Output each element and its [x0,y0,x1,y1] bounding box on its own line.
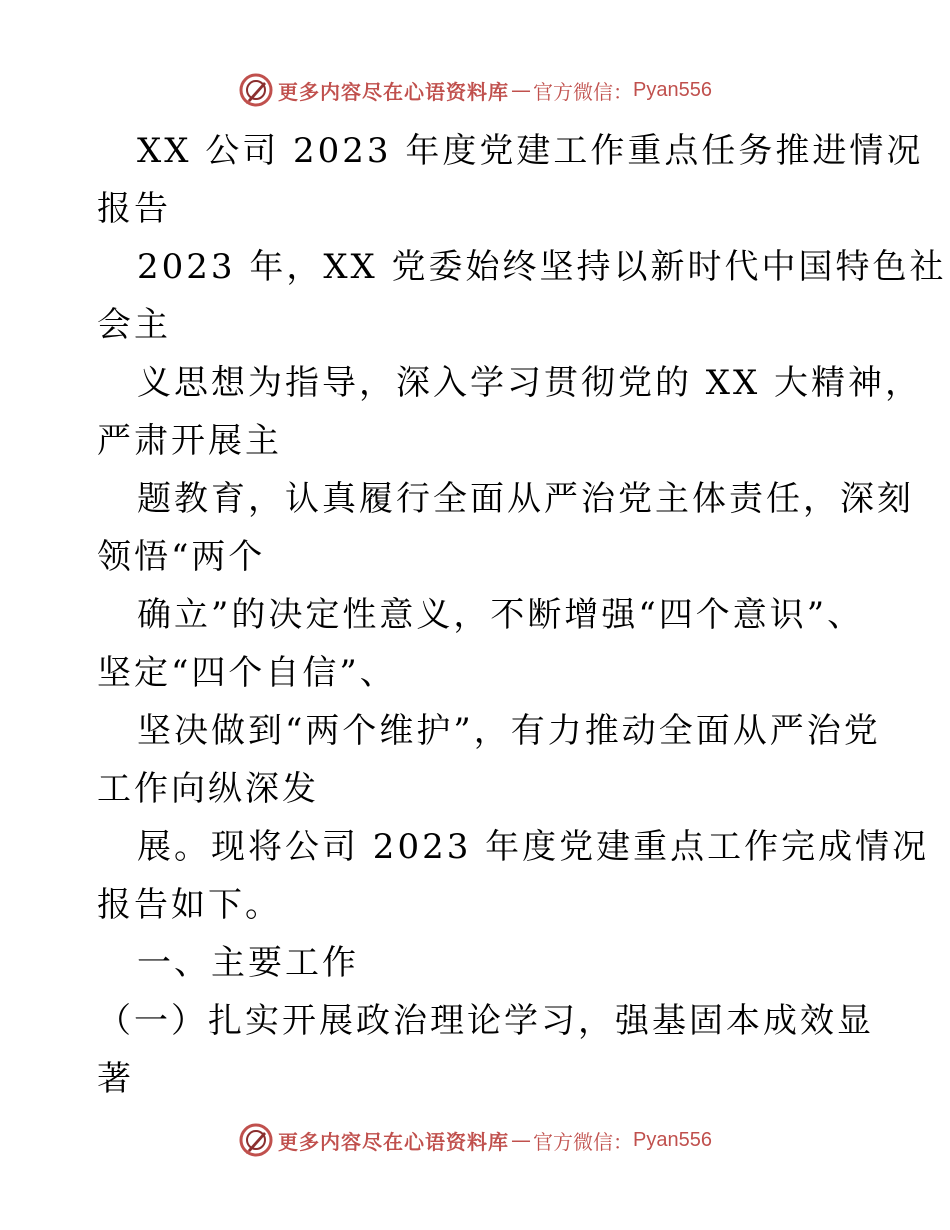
paragraph-line: 领悟“两个 [97,537,266,577]
paragraph-line: 坚决做到“两个维护”，有力推动全面从严治党 [137,711,881,751]
banner-contact-label: 官方微信： [533,1129,634,1154]
pen-logo-icon [238,72,274,108]
subsection-heading-cont: 著 [97,1059,134,1099]
paragraph-line: 严肃开展主 [97,421,282,461]
paragraph-line: 工作向纵深发 [97,769,319,809]
section-heading: 一、主要工作 [137,943,359,983]
banner-title: 更多内容尽在心语资料库 [278,79,510,104]
banner-contact-id: Pyan556 [633,78,712,101]
header-banner [0,70,950,110]
document-body [97,122,947,1108]
title-line-1: XX 公司 2023 年度党建工作重点任务推进情况 [137,131,924,171]
paragraph-line: 确立”的决定性意义，不断增强“四个意识”、 [137,595,865,635]
footer-banner [0,1120,950,1160]
banner-separator: — [511,1128,532,1152]
paragraph-line: 展。现将公司 2023 年度党建重点工作完成情况 [137,827,930,867]
banner-title: 更多内容尽在心语资料库 [278,1129,510,1154]
title-line-2: 报告 [97,189,171,229]
banner-contact-label: 官方微信： [533,79,634,104]
pen-logo-icon [238,1122,274,1158]
paragraph-line: 题教育，认真履行全面从严治党主体责任，深刻 [137,479,914,519]
paragraph-line: 会主 [97,305,171,345]
paragraph-line: 坚定“四个自信”、 [97,653,397,693]
subsection-heading: （一）扎实开展政治理论学习，强基固本成效显 [97,1001,874,1041]
paragraph-line: 报告如下。 [97,885,282,925]
paragraph-line: 义思想为指导，深入学习贯彻党的 XX 大精神， [137,363,923,403]
banner-separator: — [511,78,532,102]
paragraph-line: 2023 年，XX 党委始终坚持以新时代中国特色社 [137,247,947,287]
banner-contact-id: Pyan556 [633,1128,712,1151]
